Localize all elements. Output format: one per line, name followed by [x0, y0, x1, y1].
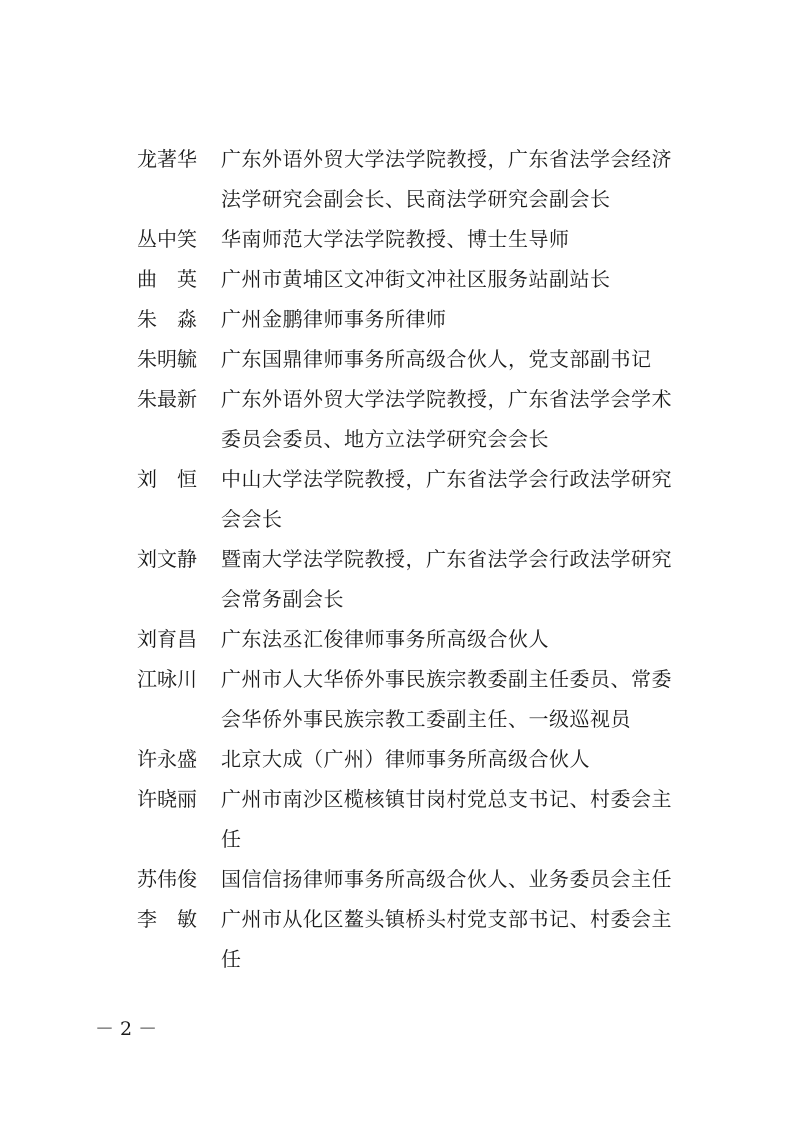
member-description: 广州金鹏律师事务所律师	[221, 307, 447, 331]
member-name: 李 敏	[137, 907, 197, 931]
member-description: 国信信扬律师事务所高级合伙人、业务委员会主任	[221, 867, 672, 891]
member-name: 刘 恒	[137, 467, 197, 491]
list-item	[137, 139, 707, 219]
member-description: 广东外语外贸大学法学院教授，广东省法学会学术委员会委员、地方立法学研究会会长	[221, 387, 672, 451]
member-description: 广州市人大华侨外事民族宗教委副主任委员、常委会华侨外事民族宗教工委副主任、一级巡视员	[221, 667, 672, 731]
list-item	[137, 859, 707, 899]
list-item	[137, 219, 707, 259]
member-description: 北京大成（广州）律师事务所高级合伙人	[221, 747, 590, 771]
member-name: 苏伟俊	[137, 867, 197, 891]
member-description: 广州市黄埔区文冲街文冲社区服务站副站长	[221, 267, 611, 291]
member-name: 江咏川	[137, 667, 197, 691]
list-item	[137, 379, 707, 459]
member-name: 许晓丽	[137, 787, 197, 811]
list-item	[137, 659, 707, 739]
member-description: 广州市南沙区榄核镇甘岗村党总支书记、村委会主任	[221, 787, 672, 851]
member-description: 广州市从化区鳌头镇桥头村党支部书记、村委会主任	[221, 907, 672, 971]
list-item	[137, 459, 707, 539]
page-number: － 2 －	[95, 1018, 158, 1040]
member-description: 广东国鼎律师事务所高级合伙人，党支部副书记	[221, 347, 652, 371]
list-item	[137, 259, 707, 299]
list-item	[137, 779, 707, 859]
member-name: 龙著华	[137, 147, 197, 171]
member-description: 暨南大学法学院教授，广东省法学会行政法学研究会常务副会长	[221, 547, 672, 611]
list-item	[137, 899, 707, 979]
member-name: 朱明毓	[137, 347, 197, 371]
member-name: 朱最新	[137, 387, 197, 411]
member-name: 曲 英	[137, 267, 197, 291]
member-description: 广东法丞汇俊律师事务所高级合伙人	[221, 627, 549, 651]
list-item	[137, 299, 707, 339]
list-item	[137, 619, 707, 659]
member-description: 华南师范大学法学院教授、博士生导师	[221, 227, 570, 251]
list-item	[137, 539, 707, 619]
member-list	[137, 139, 707, 979]
member-name: 刘文静	[137, 547, 197, 571]
member-description: 广东外语外贸大学法学院教授，广东省法学会经济法学研究会副会长、民商法学研究会副会长	[221, 147, 672, 211]
member-name: 朱 淼	[137, 307, 197, 331]
list-item	[137, 739, 707, 779]
member-description: 中山大学法学院教授，广东省法学会行政法学研究会会长	[221, 467, 672, 531]
list-item	[137, 339, 707, 379]
member-name: 许永盛	[137, 747, 197, 771]
member-name: 刘育昌	[137, 627, 197, 651]
member-name: 丛中笑	[137, 227, 197, 251]
